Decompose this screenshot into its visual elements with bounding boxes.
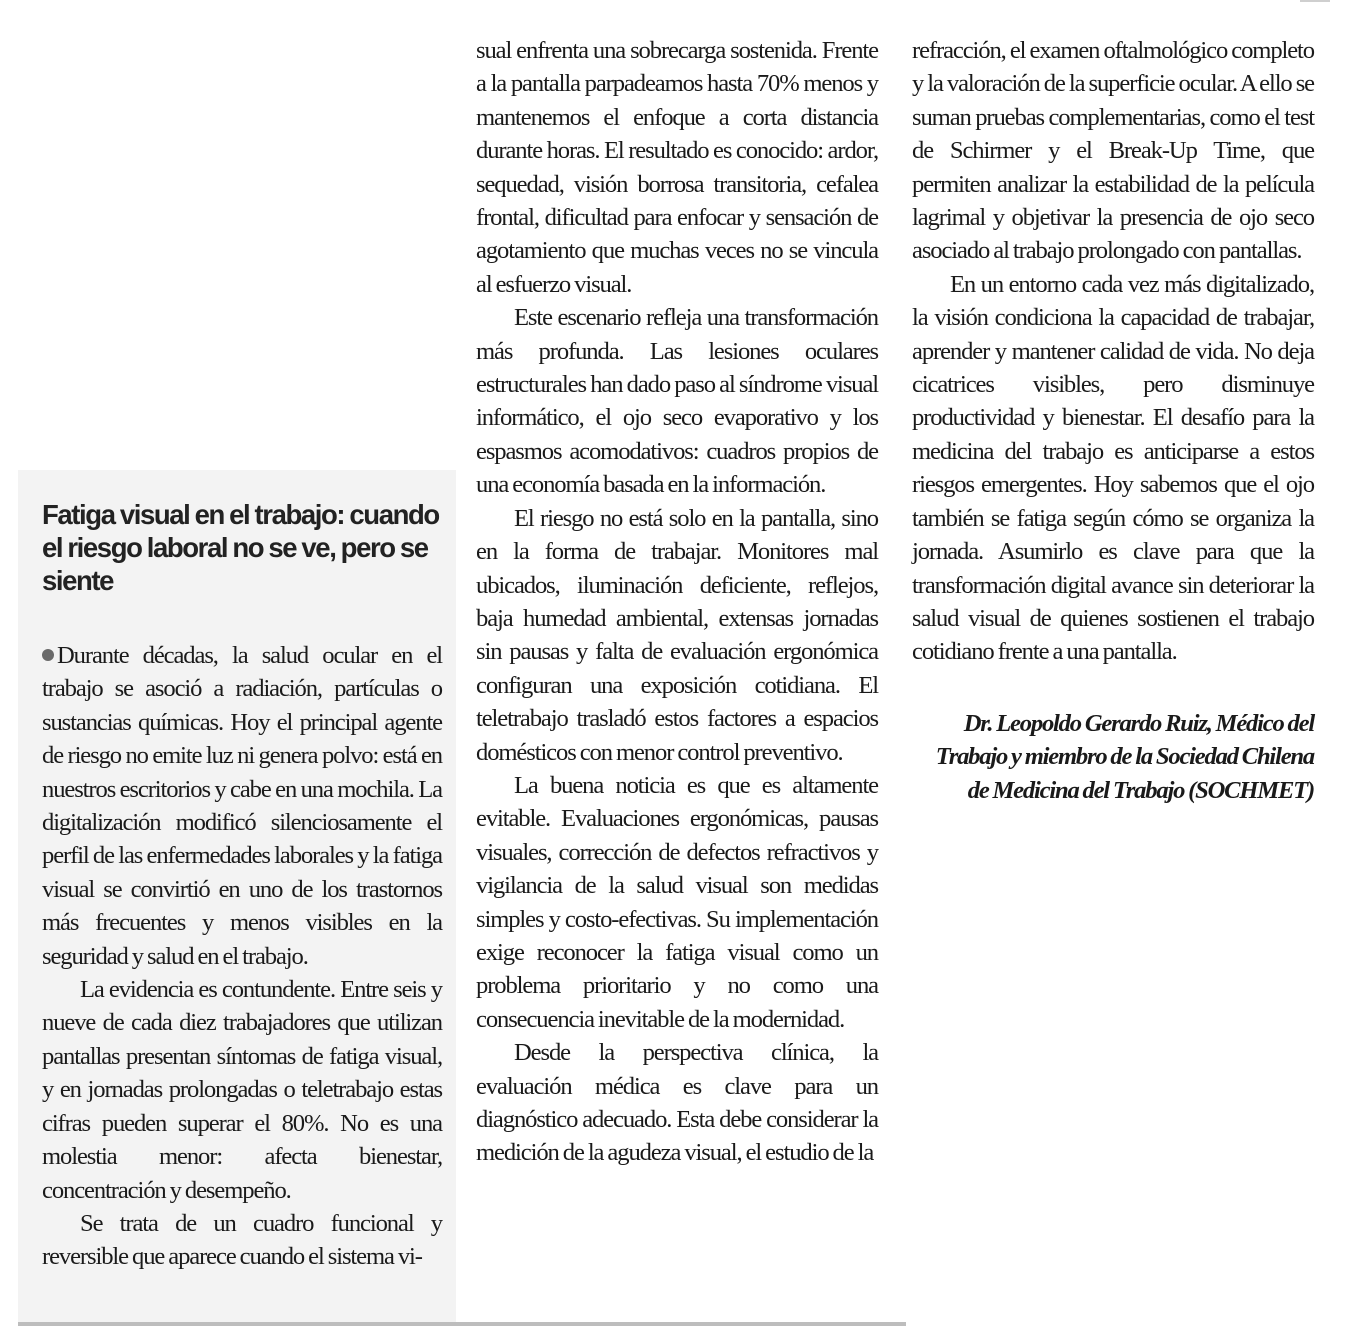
page-edge-mark [1300, 0, 1330, 2]
article-paragraph: Se trata de un cuadro funcional y reversible que aparece cuando el sistema vi- [42, 1209, 442, 1271]
article-paragraph [42, 639, 442, 973]
article-paragraph: En un entorno cada vez más digitalizado, la visión condiciona la capacidad de trabajar, aprender y mantener calidad de vida. No deja cicatrices visibles, pero disminuye productividad y bienestar. El desafío para la medicina del trabajo es anticiparse a estos riesgos emergentes. Hoy sabemos que el ojo también se fatiga según cómo se organiza la jornada. Asumirlo es clave para que la transformación digital avance sin deteriorar la salud visual de quienes sostienen el trabajo cotidiano frente a una pantalla. [912, 270, 1314, 666]
article-paragraph: La evidencia es contundente. Entre seis y nueve de cada diez trabajadores que utilizan pantallas presentan síntomas de fatiga visual, y en jornadas prolongadas o teletrabajo estas cifras pueden superar el 80%. No es una molestia menor: afecta bienestar, concentración y desempeño. [42, 976, 442, 1204]
author-byline: Dr. Leopoldo Gerardo Ruiz, Médico del Trabajo y miembro de la Sociedad Chilena de Medicina del Trabajo (SOCHMET) [935, 709, 1314, 804]
article-column-2 [476, 34, 878, 1170]
article-paragraph: La buena noticia es que es altamente evitable. Evaluaciones ergonómicas, pausas visuales, corrección de defectos refractivos y vigilancia de la salud visual son medidas simples y costo-efectivas. Su implementación exige reconocer la fatiga visual como un problema prioritario y no como una consecuencia inevitable de la modernidad. [476, 771, 878, 1033]
bullet-icon [42, 649, 54, 661]
article-headline: Fatiga visual en el trabajo: cuando el riesgo laboral no se ve, pero se siente [42, 499, 439, 596]
bottom-divider [18, 1322, 906, 1326]
article-paragraph: refracción, el examen oftalmológico completo y la valoración de la superficie ocular. A ello se suman pruebas complementarias, como el test de Schirmer y el Break-Up Time, que permiten analizar la estabilidad de la película lagrimal y objetivar la presencia de ojo seco asociado al trabajo prolongado con pantallas. [912, 37, 1314, 265]
article-paragraph: Este escenario refleja una transformación más profunda. Las lesiones oculares estructurales han dado paso al síndrome visual informático, el ojo seco evaporativo y los espasmos acomodativos: cuadros propios de una economía basada en la información. [476, 304, 878, 499]
article-paragraph: El riesgo no está solo en la pantalla, sino en la forma de trabajar. Monitores mal ubicados, iluminación deficiente, reflejos, baja humedad ambiental, extensas jornadas sin pausas y falta de evaluación ergonómica configuran una exposición cotidiana. El teletrabajo trasladó estos factores a espacios domésticos con menor control preventivo. [476, 504, 878, 766]
paragraph-text: Durante décadas, la salud ocular en el trabajo se asoció a radiación, partículas o sustancias químicas. Hoy el principal agente de riesgo no emite luz ni genera polvo: está en nuestros escritorios y cabe en una mochila. La digitalización modificó silenciosamente el perfil de las enfermedades laborales y la fatiga visual se convirtió en uno de los trastornos más frecuentes y menos visibles en la seguridad y salud en el trabajo. [42, 642, 442, 970]
article-paragraph: sual enfrenta una sobrecarga sostenida. Frente a la pantalla parpadeamos hasta 70% menos y mantenemos el enfoque a corta distancia durante horas. El resultado es conocido: ardor, sequedad, visión borrosa transitoria, cefalea frontal, dificultad para enfocar y sensación de agotamiento que muchas veces no se vincula al esfuerzo visual. [476, 37, 878, 298]
article-column-3 [912, 34, 1314, 807]
article-column-1 [42, 498, 442, 1274]
article-paragraph: Desde la perspectiva clínica, la evaluación médica es clave para un diagnóstico adecuado. Esta debe considerar la medición de la agudeza visual, el estudio de la [476, 1039, 878, 1167]
